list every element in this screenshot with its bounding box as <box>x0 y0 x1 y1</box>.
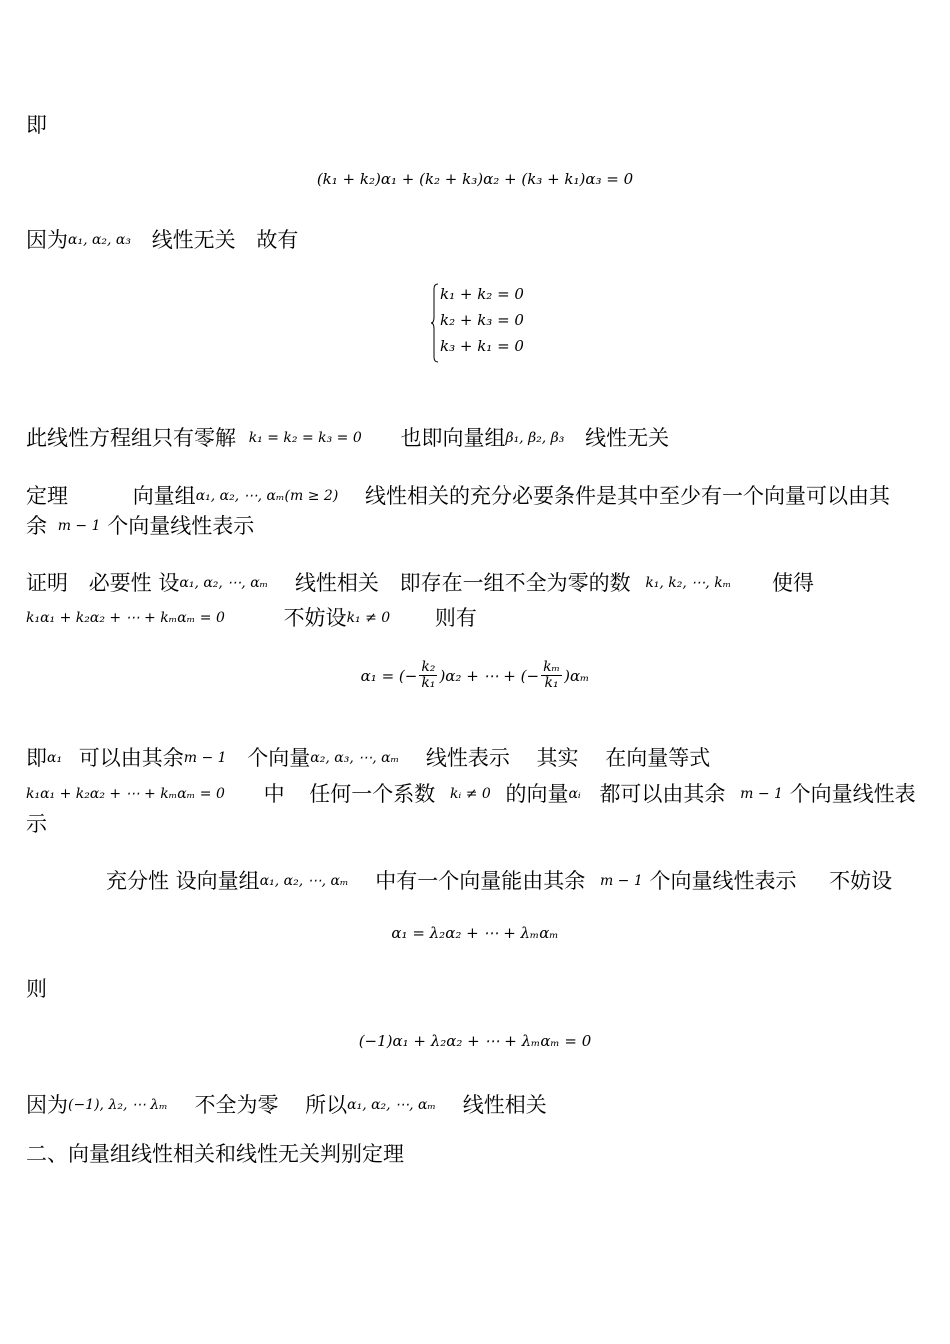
equation-system <box>430 283 550 363</box>
section-heading: 二、向量组线性相关和线性无关判别定理 <box>26 1142 404 1166</box>
system-row-1: k₁ + k₂ = 0 <box>440 285 524 303</box>
system-row-2: k₂ + k₃ = 0 <box>440 311 524 329</box>
text-line-yinwei-2: 因为(−1), λ₂, ⋯ λₘ 不全为零 所以α₁, α₂, ⋯, αₘ 线性相关 <box>26 1093 547 1117</box>
equation-3: (−1)α₁ + λ₂α₂ + ⋯ + λₘαₘ = 0 <box>358 1032 592 1050</box>
text-line-any-coefficient: k₁α₁ + k₂α₂ + ⋯ + kₘαₘ = 0 中 任何一个系数 kᵢ ≠ 0 的向量αᵢ 都可以由其余 m − 1 个向量线性表 <box>26 782 916 806</box>
fraction-km-k1: $\frac{\text{kₘ}}{\text{k₁}}$ <box>543 659 561 692</box>
text-line-theorem: 定理 向量组α₁, α₂, ⋯, αₘ(m ≥ 2) 线性相关的充分必要条件是其中至少有一个向量可以由其 <box>26 484 890 508</box>
equation-2: α₁ = λ₂α₂ + ⋯ + λₘαₘ <box>391 924 559 942</box>
text-line-assume-k1: k₁α₁ + k₂α₂ + ⋯ + kₘαₘ = 0 不妨设k₁ ≠ 0 则有 <box>26 606 477 630</box>
text-line-yinwei-1: 因为α₁, α₂, α₃ 线性无关 故有 <box>26 228 299 252</box>
text-line-ze: 则 <box>26 977 47 1001</box>
equation-1: (k₁ + k₂)α₁ + (k₂ + k₃)α₂ + (k₃ + k₁)α₃ = 0 <box>316 170 634 188</box>
left-brace-icon <box>430 283 440 363</box>
text-line-alpha1-expressed: 即α₁ 可以由其余m − 1 个向量α₂, α₃, ⋯, αₘ 线性表示 其实 在向量等式 <box>26 746 711 770</box>
equation-fraction: α₁ = (− $\frac{\text{k₂}}{\text{k₁}}$ )α₂ + ⋯ + (− $\frac{\text{kₘ}}{\text{k₁}}$ )αₘ <box>360 659 590 692</box>
fraction-k2-k1: $\frac{\text{k₂}}{\text{k₁}}$ <box>421 659 436 692</box>
text-line-sufficiency: 充分性 设向量组α₁, α₂, ⋯, αₘ 中有一个向量能由其余 m − 1 个向量线性表示 不妨设 <box>106 869 893 893</box>
text-line-shi: 示 <box>26 812 47 836</box>
text-line-ji: 即 <box>26 113 47 137</box>
text-line-proof-necessity: 证明 必要性 设α₁, α₂, ⋯, αₘ 线性相关 即存在一组不全为零的数 k₁, k₂, ⋯, kₘ 使得 <box>26 571 814 595</box>
text-line-theorem-cont: 余 m − 1 个向量线性表示 <box>26 514 255 538</box>
system-row-3: k₃ + k₁ = 0 <box>440 337 524 355</box>
text-line-zero-solution: 此线性方程组只有零解 k₁ = k₂ = k₃ = 0 也即向量组β₁, β₂, β₃ 线性无关 <box>26 426 670 450</box>
